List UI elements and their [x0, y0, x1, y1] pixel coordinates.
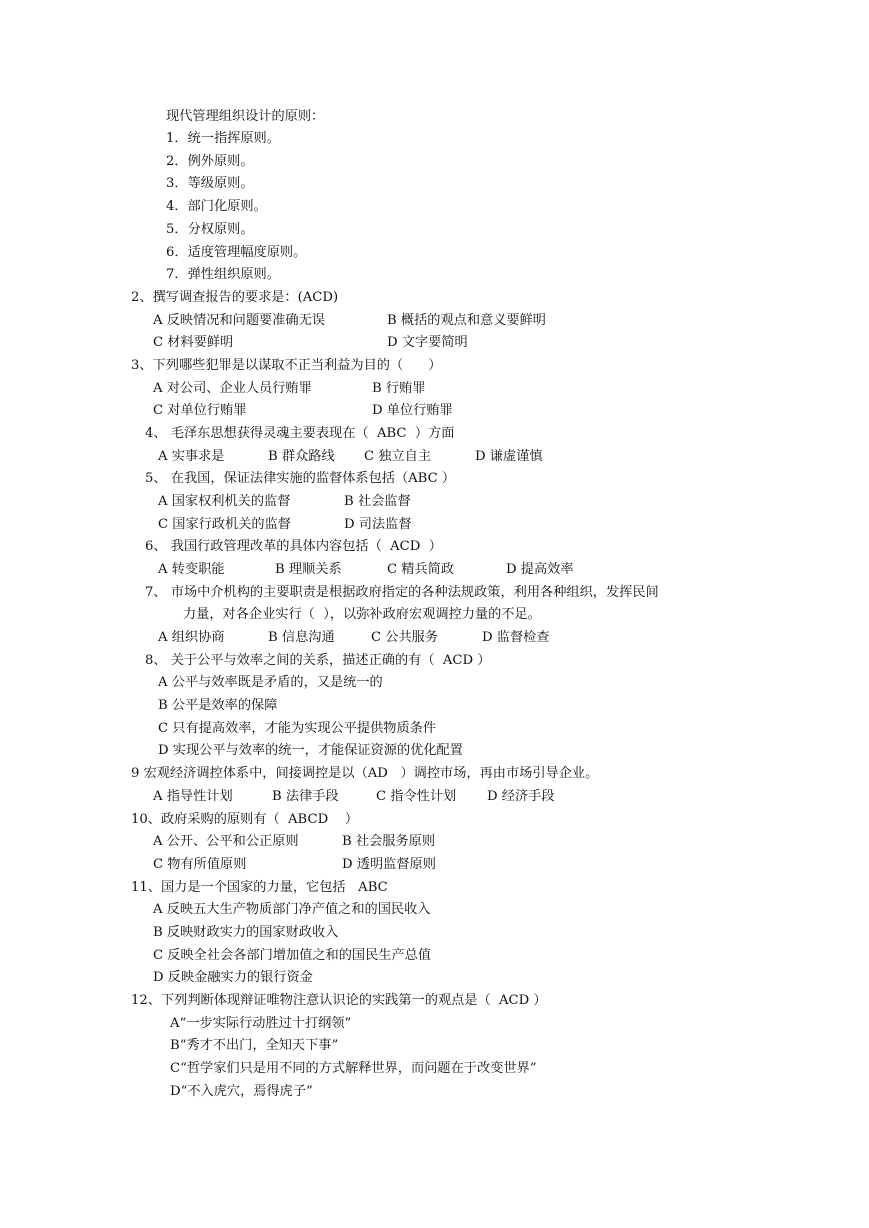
option-d: D 反映金融实力的银行资金 — [153, 970, 313, 985]
question-9: 9 宏观经济调控体系中，间接调控是以（AD ）调控市场，再由市场引导企业。 — [131, 766, 599, 781]
principle-item: 1．统一指挥原则。 — [166, 131, 280, 146]
option-d: D 谦虚谨慎 — [475, 449, 543, 464]
option-a: A 对公司、企业人员行贿罪 — [153, 381, 312, 396]
question-11: 11、国力是一个国家的力量，它包括 ABC — [131, 880, 388, 895]
option-a: A 指导性计划 — [153, 789, 233, 804]
option-b: B 反映财政实力的国家财政收入 — [153, 925, 339, 940]
option-b: B 群众路线 — [268, 449, 335, 464]
question-2: 2、撰写调查报告的要求是：(ACD) — [131, 290, 339, 305]
option-c: C 国家行政机关的监督 — [158, 517, 291, 532]
option-c: C 指令性计划 — [376, 789, 457, 804]
option-d: D“不入虎穴，焉得虎子” — [170, 1084, 313, 1099]
question-7: 7、 市场中介机构的主要职责是根据政府指定的各种法规政策，利用各种组织，发挥民间 — [145, 585, 659, 600]
section-heading: 现代管理组织设计的原则： — [166, 109, 325, 124]
question-8: 8、 关于公平与效率之间的关系，描述正确的有（ ACD ） — [145, 653, 491, 668]
question-4: 4、 毛泽东思想获得灵魂主要表现在（ ABC ）方面 — [145, 426, 455, 441]
option-b: B 理顺关系 — [275, 562, 342, 577]
principle-item: 6．适度管理幅度原则。 — [166, 245, 307, 260]
option-a: A 公平与效率既是矛盾的，又是统一的 — [158, 675, 383, 690]
option-d: D 实现公平与效率的统一，才能保证资源的优化配置 — [158, 743, 463, 758]
option-a: A 实事求是 — [158, 449, 225, 464]
option-c: C 公共服务 — [371, 630, 439, 645]
option-c: C“哲学家们只是用不同的方式解释世界，而问题在于改变世界” — [170, 1061, 537, 1076]
option-b: B 信息沟通 — [268, 630, 335, 645]
option-a: A 国家权利机关的监督 — [158, 494, 291, 509]
option-d: D 文字要简明 — [387, 335, 468, 350]
principle-item: 7．弹性组织原则。 — [166, 267, 280, 282]
option-b: B 社会服务原则 — [342, 834, 436, 849]
option-b: B 公平是效率的保障 — [158, 698, 278, 713]
option-d: D 司法监督 — [344, 517, 412, 532]
option-c: C 物有所值原则 — [153, 857, 247, 872]
option-b: B“秀才不出门，全知天下事” — [170, 1038, 339, 1053]
option-c: C 只有提高效率，才能为实现公平提供物质条件 — [158, 721, 437, 736]
principle-item: 5．分权原则。 — [166, 222, 254, 237]
option-c: C 独立自主 — [364, 449, 432, 464]
question-3: 3、下列哪些犯罪是以谋取不正当利益为目的（ ） — [131, 358, 442, 373]
principle-item: 4．部门化原则。 — [166, 199, 267, 214]
option-c: C 对单位行贿罪 — [153, 403, 247, 418]
option-b: B 行贿罪 — [372, 381, 426, 396]
option-a: A“一步实际行动胜过十打纲领” — [170, 1016, 352, 1031]
option-a: A 组织协商 — [158, 630, 225, 645]
option-a: A 公开、公平和公正原则 — [153, 834, 299, 849]
option-b: B 法律手段 — [272, 789, 339, 804]
question-7-continued: 力量，对各企业实行（ ），以弥补政府宏观调控力量的不足。 — [183, 607, 541, 622]
option-d: D 监督检查 — [482, 630, 550, 645]
option-d: D 单位行贿罪 — [372, 403, 453, 418]
question-5: 5、 在我国，保证法律实施的监督体系包括（ABC ） — [145, 471, 456, 486]
option-a: A 反映五大生产物质部门净产值之和的国民收入 — [153, 902, 431, 917]
question-12: 12、下列判断体现辩证唯物注意认识论的实践第一的观点是（ ACD ） — [131, 993, 547, 1008]
question-10: 10、政府采购的原则有（ ABCD ） — [131, 812, 359, 827]
option-d: D 透明监督原则 — [342, 857, 436, 872]
option-d: D 经济手段 — [487, 789, 555, 804]
option-a: A 转变职能 — [158, 562, 225, 577]
option-c: C 反映全社会各部门增加值之和的国民生产总值 — [153, 948, 432, 963]
option-b: B 概括的观点和意义要鲜明 — [387, 313, 546, 328]
option-d: D 提高效率 — [506, 562, 574, 577]
question-6: 6、 我国行政管理改革的具体内容包括（ ACD ） — [145, 539, 442, 554]
principle-item: 2．例外原则。 — [166, 154, 254, 169]
option-c: C 精兵简政 — [387, 562, 455, 577]
option-a: A 反映情况和问题要准确无误 — [153, 313, 325, 328]
option-c: C 材料要鲜明 — [153, 335, 234, 350]
option-b: B 社会监督 — [344, 494, 411, 509]
principle-item: 3．等级原则。 — [166, 176, 254, 191]
